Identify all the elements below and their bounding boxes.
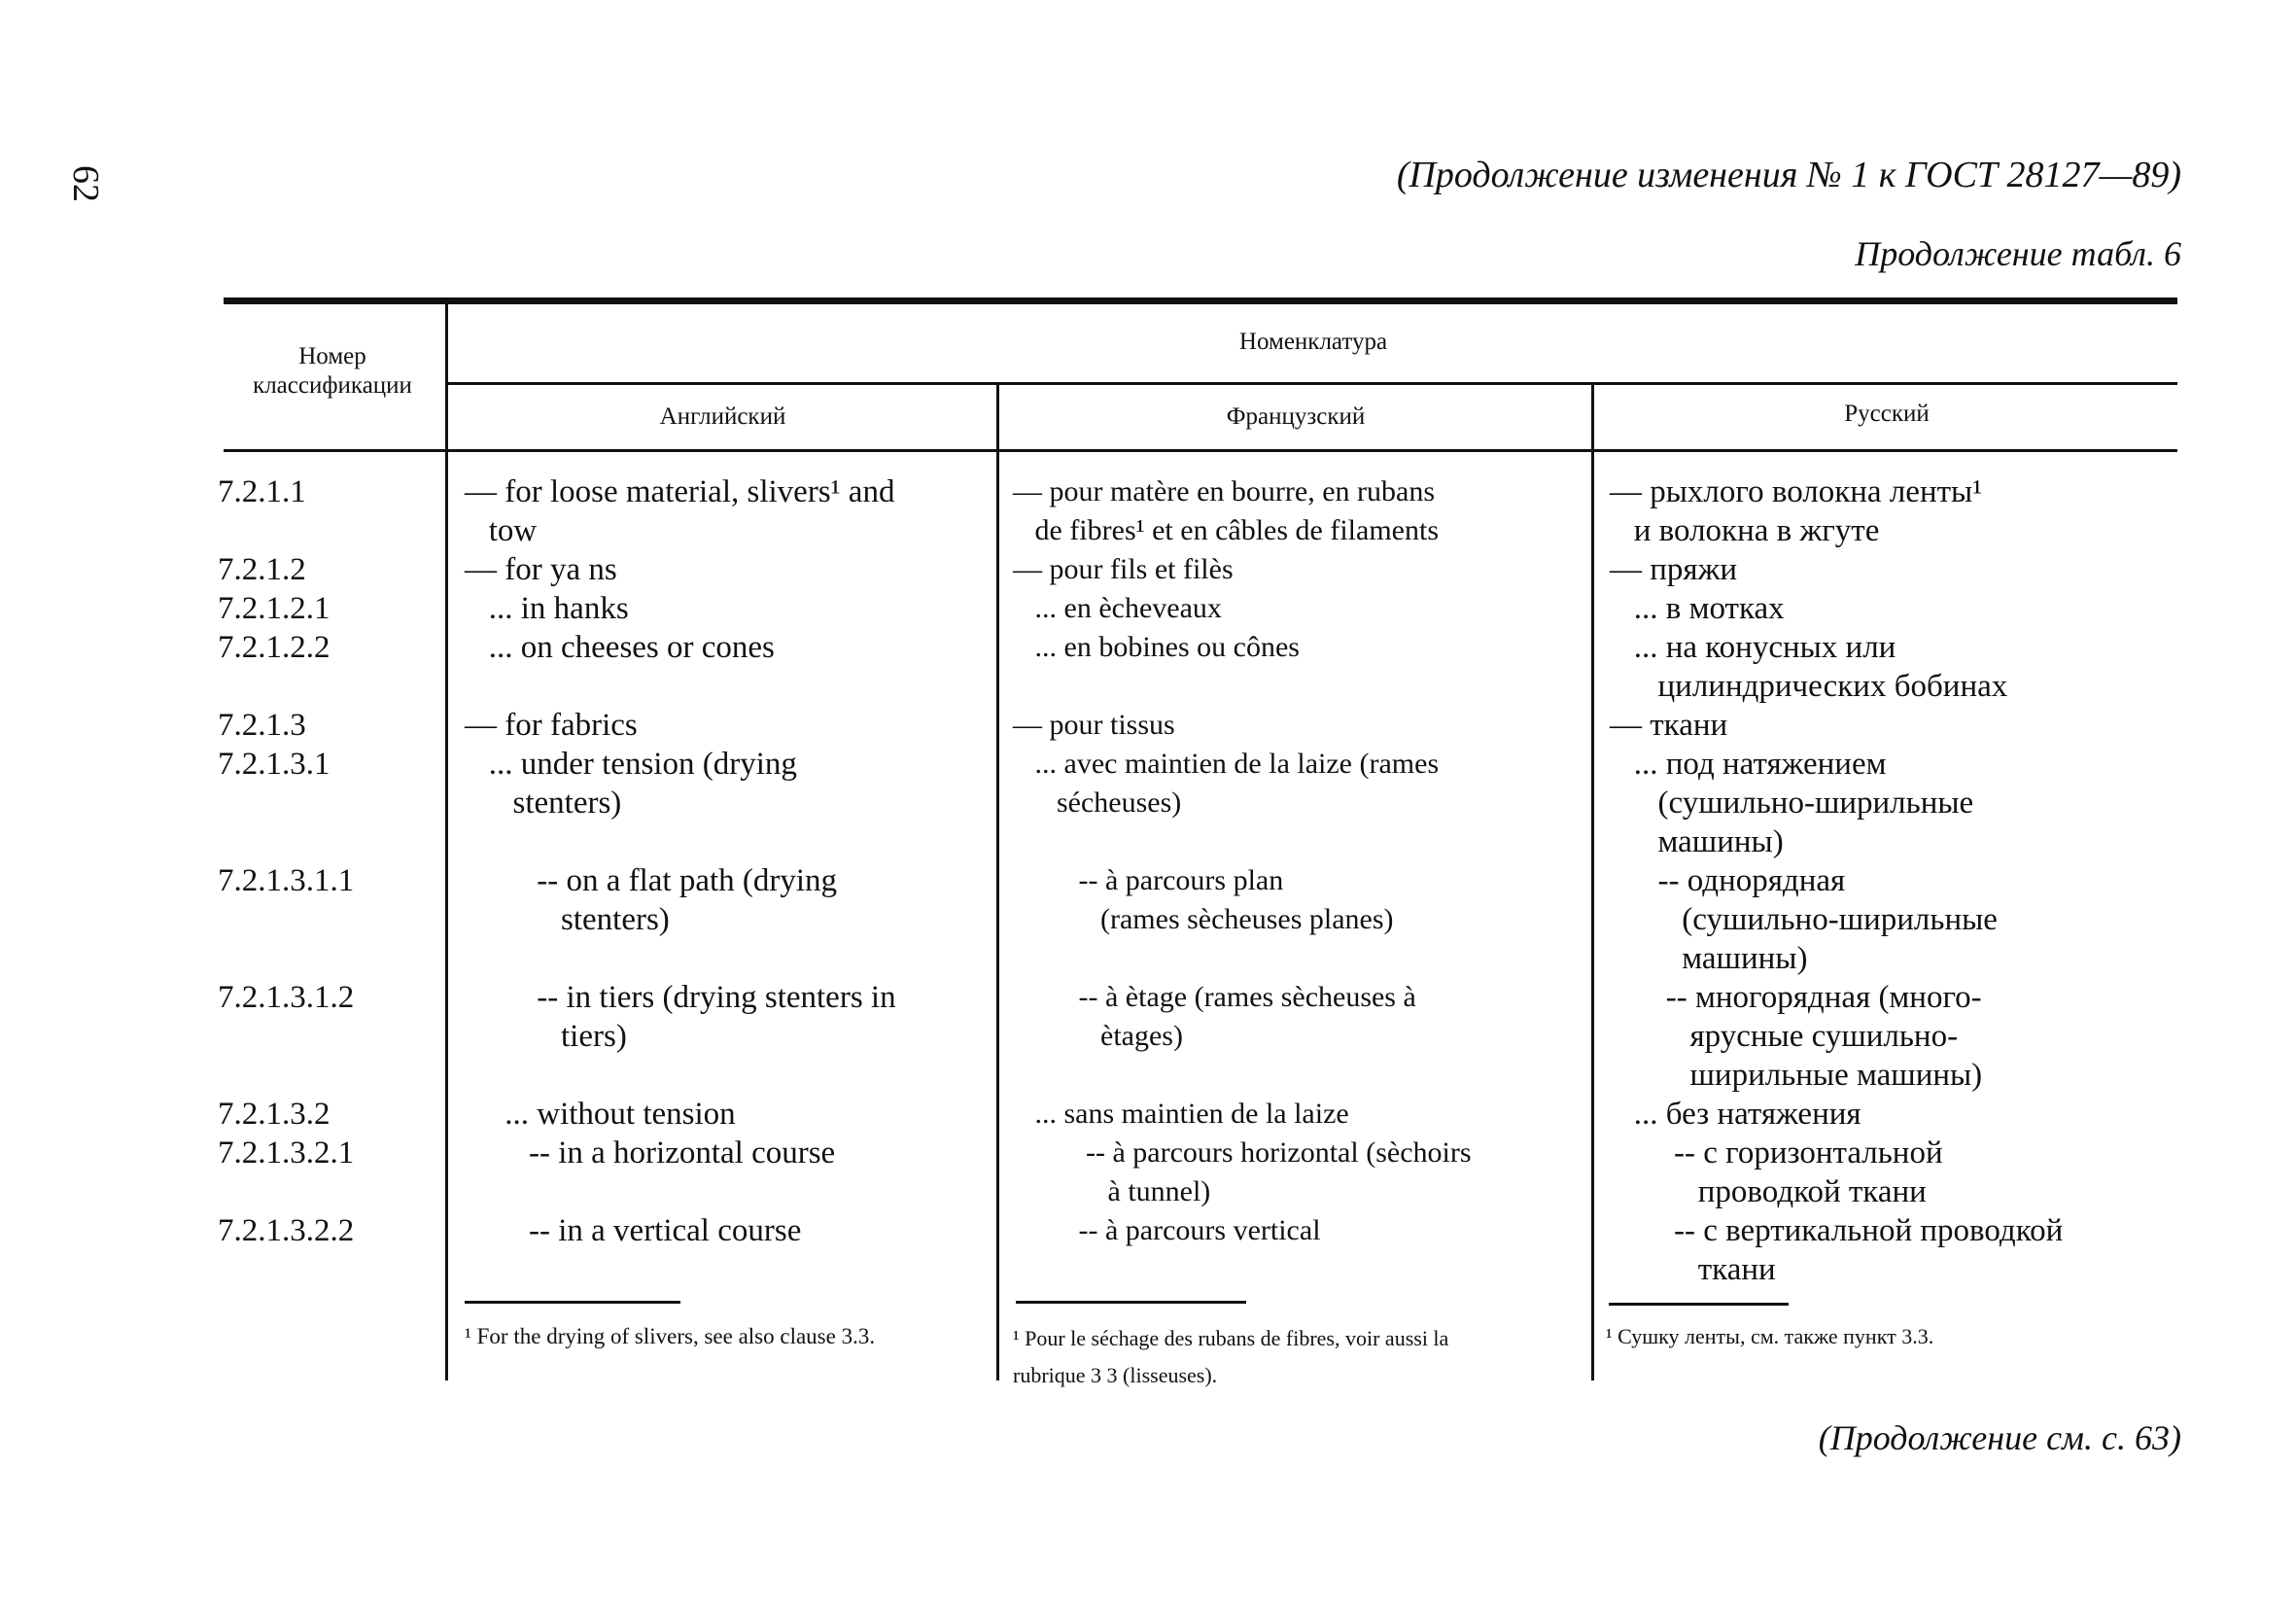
row-english-line: stenters) — [465, 786, 622, 821]
row-number-cell — [218, 1134, 354, 1172]
row-number-line: 7.2.1.3.1 — [218, 747, 330, 782]
footnote-rule-fr — [1016, 1301, 1246, 1304]
row-russian-line: (сушильно-ширильные — [1610, 786, 1974, 821]
row-english-cell — [465, 472, 990, 550]
row-number-line: 7.2.1.2.2 — [218, 630, 330, 665]
row-french-cell — [1013, 1134, 1586, 1211]
row-french-cell — [1013, 628, 1586, 667]
footnote-fr-line1: ¹ Pour le séchage des rubans de fibres, voir aussi la — [1013, 1326, 1449, 1350]
row-number-cell — [218, 472, 306, 511]
row-number-cell — [218, 861, 354, 900]
row-russian-line: -- однорядная — [1610, 863, 1846, 898]
row-english-line: — for fabrics — [465, 708, 638, 743]
row-number-cell — [218, 978, 354, 1017]
row-french-line: — pour matère en bourre, en rubans — [1013, 475, 1436, 507]
row-russian-line: ширильные машины) — [1610, 1058, 1983, 1093]
row-russian-line: — ткани — [1610, 708, 1728, 743]
row-french-cell — [1013, 706, 1586, 745]
row-english-cell — [465, 861, 990, 939]
page-continuation-note: (Продолжение см. с. 63) — [1818, 1418, 2181, 1457]
row-french-line: sécheuses) — [1013, 786, 1182, 819]
footnote-rule-en — [465, 1301, 680, 1304]
row-russian-line: ... без натяжения — [1610, 1097, 1861, 1132]
footnote-rule-ru — [1609, 1303, 1789, 1306]
row-english-line: -- in a horizontal course — [465, 1135, 836, 1170]
row-number-cell — [218, 1095, 330, 1134]
row-number-line: 7.2.1.3.2.2 — [218, 1213, 355, 1248]
row-english-cell — [465, 1211, 990, 1250]
row-english-cell — [465, 1095, 990, 1134]
row-russian-line: машины) — [1610, 824, 1784, 859]
row-french-line: de fibres¹ et en câbles de filaments — [1013, 514, 1439, 546]
row-number-line: 7.2.1.3.2.1 — [218, 1135, 355, 1170]
row-russian-line: (сушильно-ширильные — [1610, 902, 1998, 937]
row-russian-cell — [1610, 550, 2193, 589]
row-russian-line: ... в мотках — [1610, 591, 1785, 626]
row-english-cell — [465, 550, 990, 589]
row-french-cell — [1013, 861, 1586, 939]
row-russian-line: и волокна в жгуте — [1610, 513, 1880, 548]
row-french-line: (rames sècheuses planes) — [1013, 903, 1394, 935]
header-bottom-rule — [224, 449, 2177, 452]
row-french-cell — [1013, 1211, 1586, 1250]
row-french-cell — [1013, 550, 1586, 589]
row-russian-line: цилиндрических бобинах — [1610, 669, 2008, 704]
row-english-line: ... in hanks — [465, 591, 629, 626]
col-fr-header: Французский — [1226, 403, 1366, 430]
row-french-line: à tunnel) — [1013, 1175, 1211, 1207]
row-english-cell — [465, 745, 990, 822]
row-russian-line: проводкой ткани — [1610, 1174, 1927, 1209]
row-russian-line: ... на конусных или — [1610, 630, 1896, 665]
row-english-cell — [465, 978, 990, 1056]
col-number-header: Номер классификации — [253, 343, 412, 399]
row-number-line: 7.2.1.3.1.2 — [218, 980, 355, 1015]
row-russian-cell — [1610, 706, 2193, 745]
nomenclature-header: Номенклатура — [1238, 329, 1388, 355]
row-french-line: — pour tissus — [1013, 709, 1175, 741]
row-russian-cell — [1610, 1211, 2193, 1289]
row-russian-cell — [1610, 745, 2193, 861]
row-french-line: ... sans maintien de la laize — [1013, 1098, 1349, 1130]
row-number-cell — [218, 745, 330, 784]
row-english-line: -- on a flat path (drying — [465, 863, 838, 898]
row-russian-cell — [1610, 1095, 2193, 1134]
row-french-line: ... avec maintien de la laize (rames — [1013, 748, 1440, 780]
footnote-ru: ¹ Сушку ленты, см. также пункт 3.3. — [1606, 1324, 1934, 1348]
col-en-header: Английский — [659, 403, 786, 430]
row-french-cell — [1013, 472, 1586, 550]
row-english-line: ... without tension — [465, 1097, 736, 1132]
row-english-cell — [465, 628, 990, 667]
nomenclature-rule — [447, 382, 2177, 385]
row-french-line: ... en ècheveaux — [1013, 592, 1222, 624]
row-english-cell — [465, 1134, 990, 1172]
row-english-line: stenters) — [465, 902, 670, 937]
row-number-cell — [218, 628, 330, 667]
row-russian-line: — пряжи — [1610, 552, 1738, 587]
row-english-cell — [465, 706, 990, 745]
row-number-cell — [218, 706, 306, 745]
row-number-line: 7.2.1.2 — [218, 552, 306, 587]
row-french-cell — [1013, 745, 1586, 822]
row-russian-cell — [1610, 1134, 2193, 1211]
row-french-line: -- à parcours vertical — [1013, 1214, 1321, 1246]
col-divider-2 — [996, 383, 999, 1380]
row-english-line: -- in tiers (drying stenters in — [465, 980, 896, 1015]
row-number-line: 7.2.1.3.2 — [218, 1097, 330, 1132]
row-number-cell — [218, 550, 306, 589]
row-english-line: — for ya ns — [465, 552, 617, 587]
row-english-line: ... under tension (drying — [465, 747, 797, 782]
row-russian-line: -- с горизонтальной — [1610, 1135, 1943, 1170]
document-header: (Продолжение изменения № 1 к ГОСТ 28127—89) — [1396, 155, 2181, 195]
page-number: 62 — [65, 165, 106, 202]
row-french-cell — [1013, 589, 1586, 628]
row-number-cell — [218, 589, 330, 628]
row-french-line: -- à parcours plan — [1013, 864, 1284, 896]
table-continuation-label: Продолжение табл. 6 — [1855, 234, 2181, 273]
row-russian-cell — [1610, 589, 2193, 628]
row-russian-cell — [1610, 472, 2193, 550]
row-russian-line: ткани — [1610, 1252, 1776, 1287]
row-number-cell — [218, 1211, 354, 1250]
col-divider-1 — [445, 303, 448, 1380]
col-ru-header: Русский — [1844, 401, 1930, 427]
row-number-line: 7.2.1.2.1 — [218, 591, 330, 626]
col-divider-3 — [1591, 383, 1594, 1380]
row-russian-line: -- с вертикальной проводкой — [1610, 1213, 2064, 1248]
row-english-line: tow — [465, 513, 538, 548]
table-top-rule — [224, 297, 2177, 304]
footnote-fr-line2: rubrique 3 3 (lisseuses). — [1013, 1363, 1218, 1387]
footnote-en: ¹ For the drying of slivers, see also clause 3.3. — [465, 1324, 876, 1348]
row-number-line: 7.2.1.3.1.1 — [218, 863, 355, 898]
row-russian-line: -- многорядная (много- — [1610, 980, 1982, 1015]
row-french-line: -- à ètage (rames sècheuses à — [1013, 981, 1416, 1013]
row-french-cell — [1013, 978, 1586, 1056]
row-russian-line: ярусные сушильно- — [1610, 1019, 1959, 1054]
row-russian-line: машины) — [1610, 941, 1808, 976]
row-english-line: ... on cheeses or cones — [465, 630, 775, 665]
row-russian-cell — [1610, 978, 2193, 1095]
row-english-line: tiers) — [465, 1019, 627, 1054]
row-english-cell — [465, 589, 990, 628]
row-french-line: ... en bobines ou cônes — [1013, 631, 1300, 663]
row-french-line: — pour fils et filès — [1013, 553, 1234, 585]
row-number-line: 7.2.1.1 — [218, 474, 306, 509]
row-russian-cell — [1610, 861, 2193, 978]
row-english-line: — for loose material, slivers¹ and — [465, 474, 895, 509]
row-french-line: -- à parcours horizontal (sèchoirs — [1013, 1136, 1472, 1169]
row-russian-cell — [1610, 628, 2193, 706]
row-russian-line: ... под натяжением — [1610, 747, 1887, 782]
row-russian-line: — рыхлого волокна ленты¹ — [1610, 474, 1983, 509]
row-english-line: -- in a vertical course — [465, 1213, 802, 1248]
row-number-line: 7.2.1.3 — [218, 708, 306, 743]
row-french-cell — [1013, 1095, 1586, 1134]
row-french-line: ètages) — [1013, 1020, 1183, 1052]
